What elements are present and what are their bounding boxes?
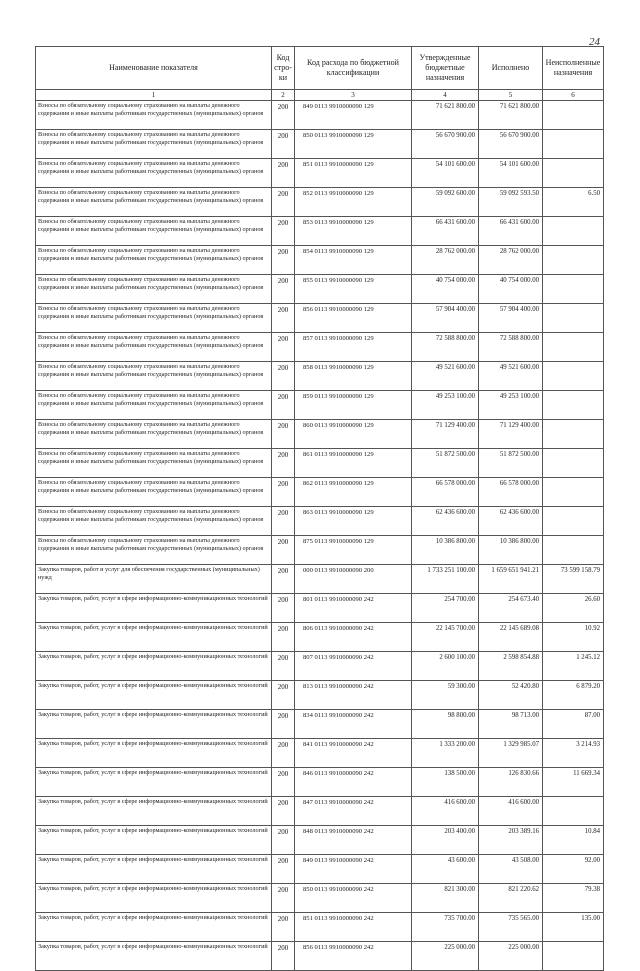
row-budget-code: 875 0113 9910000090 129 (295, 536, 412, 565)
row-budget-code: 806 0113 9910000090 242 (295, 623, 412, 652)
header-name: Наименование показателя (36, 47, 272, 90)
row-name: Закупка товаров, работ, услуг в сфере информационно-коммуникационных технологий (36, 652, 272, 681)
row-code: 200 (272, 275, 295, 304)
row-executed: 54 101 600.00 (479, 159, 543, 188)
row-unexecuted (543, 275, 604, 304)
row-name: Взносы по обязательному социальному страхованию на выплаты денежного содержания и иные выплаты работникам государственных (муниципальных) органов (36, 188, 272, 217)
row-unexecuted (543, 362, 604, 391)
row-code: 200 (272, 594, 295, 623)
row-code: 200 (272, 217, 295, 246)
row-budget-code: 856 0113 9910000090 129 (295, 304, 412, 333)
row-budget-code: 860 0113 9910000090 129 (295, 420, 412, 449)
row-budget-code: 834 0113 9910000090 242 (295, 710, 412, 739)
row-code: 200 (272, 855, 295, 884)
table-row (36, 507, 604, 536)
table-row (36, 159, 604, 188)
row-executed: 98 713.00 (479, 710, 543, 739)
table-row (36, 536, 604, 565)
row-code: 200 (272, 478, 295, 507)
row-executed: 72 588 800.00 (479, 333, 543, 362)
row-code: 200 (272, 449, 295, 478)
row-name: Закупка товаров, работ, услуг в сфере информационно-коммуникационных технологий (36, 797, 272, 826)
table-row (36, 304, 604, 333)
row-budget-code: 859 0113 9910000090 129 (295, 391, 412, 420)
row-name: Взносы по обязательному социальному страхованию на выплаты денежного содержания и иные выплаты работникам государственных (муниципальных) органов (36, 217, 272, 246)
row-name: Закупка товаров, работ, услуг в сфере информационно-коммуникационных технологий (36, 681, 272, 710)
row-executed: 254 673.40 (479, 594, 543, 623)
table-row (36, 623, 604, 652)
row-code: 200 (272, 391, 295, 420)
table-row (36, 739, 604, 768)
row-name: Закупка товаров, работ, услуг в сфере информационно-коммуникационных технологий (36, 913, 272, 942)
row-code: 200 (272, 826, 295, 855)
row-code: 200 (272, 130, 295, 159)
row-unexecuted (543, 507, 604, 536)
row-budget-code: 850 0113 9910000090 242 (295, 884, 412, 913)
row-code: 200 (272, 188, 295, 217)
row-budget-code: 853 0113 9910000090 129 (295, 217, 412, 246)
row-approved: 1 333 200.00 (412, 739, 479, 768)
row-executed: 2 598 854.88 (479, 652, 543, 681)
row-approved: 54 101 600.00 (412, 159, 479, 188)
row-executed: 10 386 800.00 (479, 536, 543, 565)
row-name: Закупка товаров, работ, услуг в сфере информационно-коммуникационных технологий (36, 855, 272, 884)
row-budget-code: 851 0113 9910000090 242 (295, 913, 412, 942)
row-unexecuted: 87.00 (543, 710, 604, 739)
column-number: 4 (412, 90, 479, 101)
row-approved: 1 733 251 100.00 (412, 565, 479, 594)
row-name: Взносы по обязательному социальному страхованию на выплаты денежного содержания и иные выплаты работникам государственных (муниципальных) органов (36, 101, 272, 130)
row-approved: 22 145 700.00 (412, 623, 479, 652)
row-unexecuted (543, 420, 604, 449)
column-number: 2 (272, 90, 295, 101)
table-row (36, 884, 604, 913)
row-code: 200 (272, 710, 295, 739)
row-executed: 51 872 500.00 (479, 449, 543, 478)
row-unexecuted (543, 217, 604, 246)
row-code: 200 (272, 623, 295, 652)
table-row (36, 942, 604, 971)
row-unexecuted (543, 391, 604, 420)
row-approved: 56 670 900.00 (412, 130, 479, 159)
row-budget-code: 847 0113 9910000090 242 (295, 797, 412, 826)
row-code: 200 (272, 507, 295, 536)
table-row (36, 913, 604, 942)
row-executed: 49 253 100.00 (479, 391, 543, 420)
row-name: Взносы по обязательному социальному страхованию на выплаты денежного содержания и иные выплаты работникам государственных (муниципальных) органов (36, 420, 272, 449)
row-approved: 2 600 100.00 (412, 652, 479, 681)
row-approved: 62 436 600.00 (412, 507, 479, 536)
row-executed: 1 329 985.07 (479, 739, 543, 768)
table-row (36, 188, 604, 217)
row-unexecuted (543, 333, 604, 362)
row-name: Взносы по обязательному социальному страхованию на выплаты денежного содержания и иные выплаты работникам государственных (муниципальных) органов (36, 478, 272, 507)
row-code: 200 (272, 565, 295, 594)
table-row (36, 478, 604, 507)
row-code: 200 (272, 362, 295, 391)
table-row (36, 391, 604, 420)
row-budget-code: 849 0113 9910000090 129 (295, 101, 412, 130)
row-unexecuted (543, 449, 604, 478)
row-approved: 98 800.00 (412, 710, 479, 739)
row-approved: 225 000.00 (412, 942, 479, 971)
row-executed: 57 904 400.00 (479, 304, 543, 333)
table-body (36, 101, 604, 971)
row-approved: 59 092 600.00 (412, 188, 479, 217)
row-unexecuted (543, 478, 604, 507)
row-executed: 126 830.66 (479, 768, 543, 797)
row-code: 200 (272, 304, 295, 333)
row-unexecuted: 11 669.34 (543, 768, 604, 797)
row-unexecuted: 10.84 (543, 826, 604, 855)
row-name: Закупка товаров, работ, услуг в сфере информационно-коммуникационных технологий (36, 826, 272, 855)
row-executed: 52 420.80 (479, 681, 543, 710)
row-budget-code: 841 0113 9910000090 242 (295, 739, 412, 768)
row-unexecuted: 10.92 (543, 623, 604, 652)
row-approved: 416 600.00 (412, 797, 479, 826)
row-approved: 71 621 800.00 (412, 101, 479, 130)
row-executed: 66 578 000.00 (479, 478, 543, 507)
row-budget-code: 851 0113 9910000090 129 (295, 159, 412, 188)
row-name: Закупка товаров, работ и услуг для обеспечения государственных (муниципальных) нужд (36, 565, 272, 594)
row-approved: 40 754 000.00 (412, 275, 479, 304)
row-unexecuted (543, 942, 604, 971)
header-approved: Утвержденные бюджетные назначения (412, 47, 479, 90)
row-unexecuted (543, 246, 604, 275)
row-code: 200 (272, 159, 295, 188)
row-budget-code: 863 0113 9910000090 129 (295, 507, 412, 536)
row-code: 200 (272, 246, 295, 275)
row-approved: 66 578 000.00 (412, 478, 479, 507)
row-name: Взносы по обязательному социальному страхованию на выплаты денежного содержания и иные выплаты работникам государственных (муниципальных) органов (36, 362, 272, 391)
row-executed: 56 670 900.00 (479, 130, 543, 159)
row-code: 200 (272, 536, 295, 565)
row-budget-code: 848 0113 9910000090 242 (295, 826, 412, 855)
row-executed: 71 621 800.00 (479, 101, 543, 130)
table-row (36, 362, 604, 391)
table-row (36, 710, 604, 739)
table-row (36, 797, 604, 826)
row-name: Закупка товаров, работ, услуг в сфере информационно-коммуникационных технологий (36, 768, 272, 797)
row-executed: 43 508.00 (479, 855, 543, 884)
row-name: Взносы по обязательному социальному страхованию на выплаты денежного содержания и иные выплаты работникам государственных (муниципальных) органов (36, 130, 272, 159)
row-code: 200 (272, 942, 295, 971)
row-code: 200 (272, 681, 295, 710)
row-name: Взносы по обязательному социальному страхованию на выплаты денежного содержания и иные выплаты работникам государственных (муниципальных) органов (36, 449, 272, 478)
table-row (36, 594, 604, 623)
row-budget-code: 858 0113 9910000090 129 (295, 362, 412, 391)
row-budget-code: 801 0113 9910000090 242 (295, 594, 412, 623)
header-unexecuted: Неисполненные назначения (543, 47, 604, 90)
table-row (36, 768, 604, 797)
row-approved: 57 904 400.00 (412, 304, 479, 333)
row-approved: 43 600.00 (412, 855, 479, 884)
row-approved: 10 386 800.00 (412, 536, 479, 565)
column-number: 3 (295, 90, 412, 101)
page-number: 24 (589, 36, 600, 48)
column-number: 1 (36, 90, 272, 101)
row-executed: 28 762 000.00 (479, 246, 543, 275)
row-code: 200 (272, 739, 295, 768)
row-budget-code: 854 0113 9910000090 129 (295, 246, 412, 275)
row-unexecuted (543, 304, 604, 333)
table-row (36, 130, 604, 159)
row-approved: 203 400.00 (412, 826, 479, 855)
table-row (36, 565, 604, 594)
table-row (36, 681, 604, 710)
row-name: Закупка товаров, работ, услуг в сфере информационно-коммуникационных технологий (36, 942, 272, 971)
row-executed: 735 565.00 (479, 913, 543, 942)
table-row (36, 101, 604, 130)
row-executed: 62 436 600.00 (479, 507, 543, 536)
row-approved: 28 762 000.00 (412, 246, 479, 275)
row-name: Закупка товаров, работ, услуг в сфере информационно-коммуникационных технологий (36, 884, 272, 913)
column-number: 6 (543, 90, 604, 101)
row-unexecuted: 1 245.12 (543, 652, 604, 681)
row-name: Взносы по обязательному социальному страхованию на выплаты денежного содержания и иные выплаты работникам государственных (муниципальных) органов (36, 275, 272, 304)
row-executed: 71 129 400.00 (479, 420, 543, 449)
row-executed: 203 389.16 (479, 826, 543, 855)
row-budget-code: 807 0113 9910000090 242 (295, 652, 412, 681)
row-unexecuted (543, 536, 604, 565)
row-code: 200 (272, 913, 295, 942)
row-approved: 138 500.00 (412, 768, 479, 797)
row-executed: 821 220.62 (479, 884, 543, 913)
row-name: Закупка товаров, работ, услуг в сфере информационно-коммуникационных технологий (36, 710, 272, 739)
row-code: 200 (272, 768, 295, 797)
row-executed: 416 600.00 (479, 797, 543, 826)
row-budget-code: 852 0113 9910000090 129 (295, 188, 412, 217)
table-row (36, 449, 604, 478)
column-number-row (36, 90, 604, 101)
row-executed: 22 145 689.08 (479, 623, 543, 652)
row-code: 200 (272, 420, 295, 449)
row-code: 200 (272, 652, 295, 681)
row-approved: 59 300.00 (412, 681, 479, 710)
table-row (36, 855, 604, 884)
row-budget-code: 846 0113 9910000090 242 (295, 768, 412, 797)
row-unexecuted: 3 214.93 (543, 739, 604, 768)
row-executed: 40 754 000.00 (479, 275, 543, 304)
table-row (36, 420, 604, 449)
row-budget-code: 862 0113 9910000090 129 (295, 478, 412, 507)
row-code: 200 (272, 101, 295, 130)
budget-execution-table (35, 46, 604, 971)
row-unexecuted: 73 599 158.79 (543, 565, 604, 594)
row-unexecuted (543, 101, 604, 130)
row-unexecuted: 79.38 (543, 884, 604, 913)
column-number: 5 (479, 90, 543, 101)
row-name: Закупка товаров, работ, услуг в сфере информационно-коммуникационных технологий (36, 594, 272, 623)
row-approved: 49 521 600.00 (412, 362, 479, 391)
row-approved: 51 872 500.00 (412, 449, 479, 478)
row-budget-code: 857 0113 9910000090 129 (295, 333, 412, 362)
table-row (36, 826, 604, 855)
row-name: Взносы по обязательному социальному страхованию на выплаты денежного содержания и иные выплаты работникам государственных (муниципальных) органов (36, 536, 272, 565)
table-row (36, 217, 604, 246)
row-name: Взносы по обязательному социальному страхованию на выплаты денежного содержания и иные выплаты работникам государственных (муниципальных) органов (36, 159, 272, 188)
row-unexecuted (543, 130, 604, 159)
row-budget-code: 850 0113 9910000090 129 (295, 130, 412, 159)
row-approved: 49 253 100.00 (412, 391, 479, 420)
row-executed: 1 659 651 941.21 (479, 565, 543, 594)
row-name: Взносы по обязательному социальному страхованию на выплаты денежного содержания и иные выплаты работникам государственных (муниципальных) органов (36, 391, 272, 420)
row-code: 200 (272, 797, 295, 826)
table-row (36, 275, 604, 304)
row-unexecuted: 6 879.20 (543, 681, 604, 710)
table-row (36, 333, 604, 362)
row-budget-code: 855 0113 9910000090 129 (295, 275, 412, 304)
row-approved: 821 300.00 (412, 884, 479, 913)
row-unexecuted (543, 159, 604, 188)
row-budget-code: 861 0113 9910000090 129 (295, 449, 412, 478)
row-name: Закупка товаров, работ, услуг в сфере информационно-коммуникационных технологий (36, 623, 272, 652)
row-executed: 66 431 600.00 (479, 217, 543, 246)
row-approved: 66 431 600.00 (412, 217, 479, 246)
row-code: 200 (272, 884, 295, 913)
row-executed: 59 092 593.50 (479, 188, 543, 217)
row-unexecuted: 26.60 (543, 594, 604, 623)
row-code: 200 (272, 333, 295, 362)
row-name: Закупка товаров, работ, услуг в сфере информационно-коммуникационных технологий (36, 739, 272, 768)
row-approved: 71 129 400.00 (412, 420, 479, 449)
row-name: Взносы по обязательному социальному страхованию на выплаты денежного содержания и иные выплаты работникам государственных (муниципальных) органов (36, 304, 272, 333)
row-unexecuted (543, 797, 604, 826)
row-executed: 49 521 600.00 (479, 362, 543, 391)
row-executed: 225 000.00 (479, 942, 543, 971)
row-name: Взносы по обязательному социальному страхованию на выплаты денежного содержания и иные выплаты работникам государственных (муниципальных) органов (36, 333, 272, 362)
row-approved: 72 588 800.00 (412, 333, 479, 362)
row-approved: 735 700.00 (412, 913, 479, 942)
row-unexecuted: 92.00 (543, 855, 604, 884)
header-kbk: Код расхода по бюджетной классификации (295, 47, 412, 90)
row-name: Взносы по обязательному социальному страхованию на выплаты денежного содержания и иные выплаты работникам государственных (муниципальных) органов (36, 507, 272, 536)
row-budget-code: 000 0113 9910000090 200 (295, 565, 412, 594)
row-approved: 254 700.00 (412, 594, 479, 623)
header-executed: Исполнено (479, 47, 543, 90)
header-row (36, 47, 604, 90)
table-row (36, 246, 604, 275)
row-budget-code: 849 0113 9910000090 242 (295, 855, 412, 884)
row-budget-code: 813 0113 9910000090 242 (295, 681, 412, 710)
row-budget-code: 856 0113 9910000090 242 (295, 942, 412, 971)
row-name: Взносы по обязательному социальному страхованию на выплаты денежного содержания и иные выплаты работникам государственных (муниципальных) органов (36, 246, 272, 275)
table-row (36, 652, 604, 681)
row-unexecuted: 135.00 (543, 913, 604, 942)
header-code: Код стро-ки (272, 47, 295, 90)
row-unexecuted: 6.50 (543, 188, 604, 217)
